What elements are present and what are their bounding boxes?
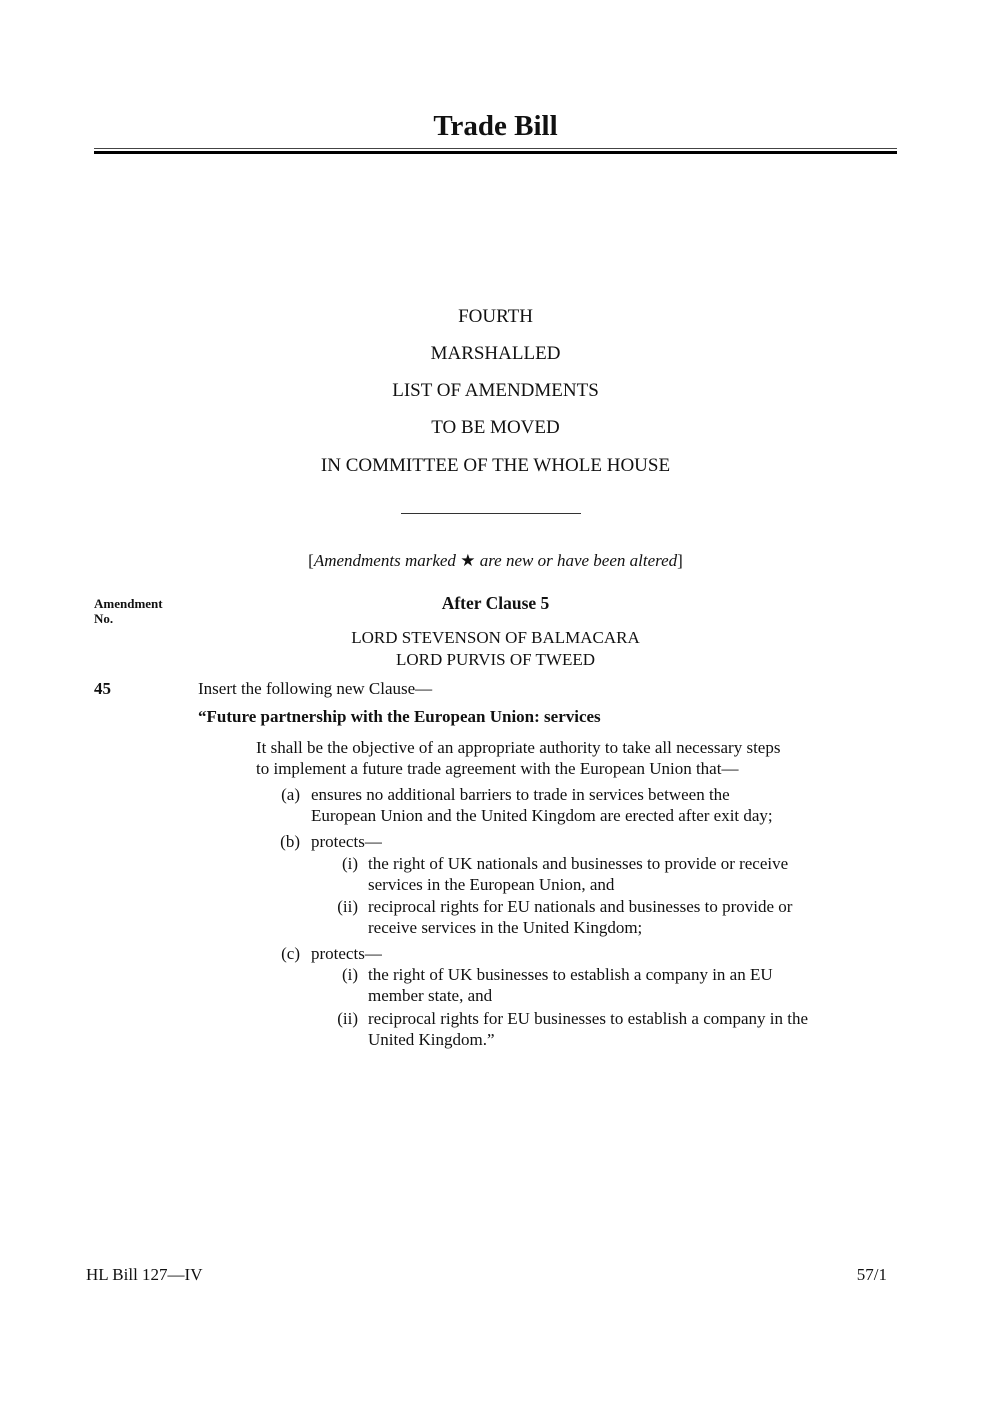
note-open-bracket: [	[308, 551, 314, 570]
star-icon: ★	[460, 551, 476, 570]
sponsor-2: LORD PURVIS OF TWEED	[395, 650, 596, 669]
cover-line-committee: IN COMMITTEE OF THE WHOLE HOUSE	[320, 455, 671, 476]
document-title: Trade Bill	[433, 110, 558, 142]
paragraph-c-label: (c)	[281, 944, 300, 963]
paragraph-b-ii-line2: receive services in the United Kingdom;	[368, 918, 643, 937]
note-close-bracket: ]	[677, 551, 683, 570]
paragraph-b-ii-line1: reciprocal rights for EU nationals and businesses to provide or	[368, 897, 793, 916]
paragraph-c-i-line1: the right of UK businesses to establish a company in an EU	[368, 965, 773, 984]
page-reference: 57/1	[856, 1265, 887, 1284]
section-heading: After Clause 5	[441, 593, 550, 613]
cover-line-fourth: FOURTH	[458, 306, 533, 327]
paragraph-a-line2: European Union and the United Kingdom are erected after exit day;	[311, 806, 773, 825]
amendment-label-line2: No.	[94, 611, 114, 626]
paragraph-b-i-line1: the right of UK nationals and businesses to provide or receive	[368, 854, 789, 873]
cover-line-list: LIST OF AMENDMENTS	[392, 380, 599, 401]
title-rule-thick	[94, 151, 897, 154]
amendments-note	[0, 549, 991, 573]
paragraph-b-i-line2: services in the European Union, and	[368, 875, 615, 894]
sponsor-1: LORD STEVENSON OF BALMACARA	[351, 628, 640, 647]
note-text-before: Amendments marked	[313, 551, 461, 570]
title-rule-thin	[94, 148, 897, 149]
note-text-after: are new or have been altered	[475, 551, 678, 570]
paragraph-b-i-label: (i)	[341, 854, 358, 873]
amendment-instruction: Insert the following new Clause—	[198, 679, 433, 698]
paragraph-c-i-label: (i)	[341, 965, 358, 984]
cover-line-marshalled: MARSHALLED	[430, 343, 561, 364]
clause-intro-line1: It shall be the objective of an appropriate authority to take all necessary steps	[256, 738, 781, 757]
cover-line-moved: TO BE MOVED	[431, 417, 560, 438]
paragraph-c-text: protects—	[311, 944, 382, 963]
amendment-label-line1: Amendment	[94, 596, 163, 611]
paragraph-b-text: protects—	[311, 832, 382, 851]
clause-intro-line2: to implement a future trade agreement with the European Union that—	[256, 759, 739, 778]
paragraph-c-ii-line1: reciprocal rights for EU businesses to establish a company in the	[368, 1009, 808, 1028]
paragraph-c-i-line2: member state, and	[368, 986, 493, 1005]
paragraph-c-ii-line2: United Kingdom.”	[368, 1030, 495, 1049]
paragraph-c-ii-label: (ii)	[337, 1009, 358, 1028]
paragraph-b-ii-label: (ii)	[337, 897, 358, 916]
clause-title: “Future partnership with the European Union: services	[198, 707, 601, 726]
paragraph-a-label: (a)	[281, 785, 300, 804]
cover-divider	[401, 513, 581, 514]
amendment-number: 45	[94, 679, 111, 698]
paragraph-a-line1: ensures no additional barriers to trade in services between the	[311, 785, 730, 804]
bill-reference: HL Bill 127—IV	[86, 1265, 203, 1284]
paragraph-b-label: (b)	[280, 832, 300, 851]
